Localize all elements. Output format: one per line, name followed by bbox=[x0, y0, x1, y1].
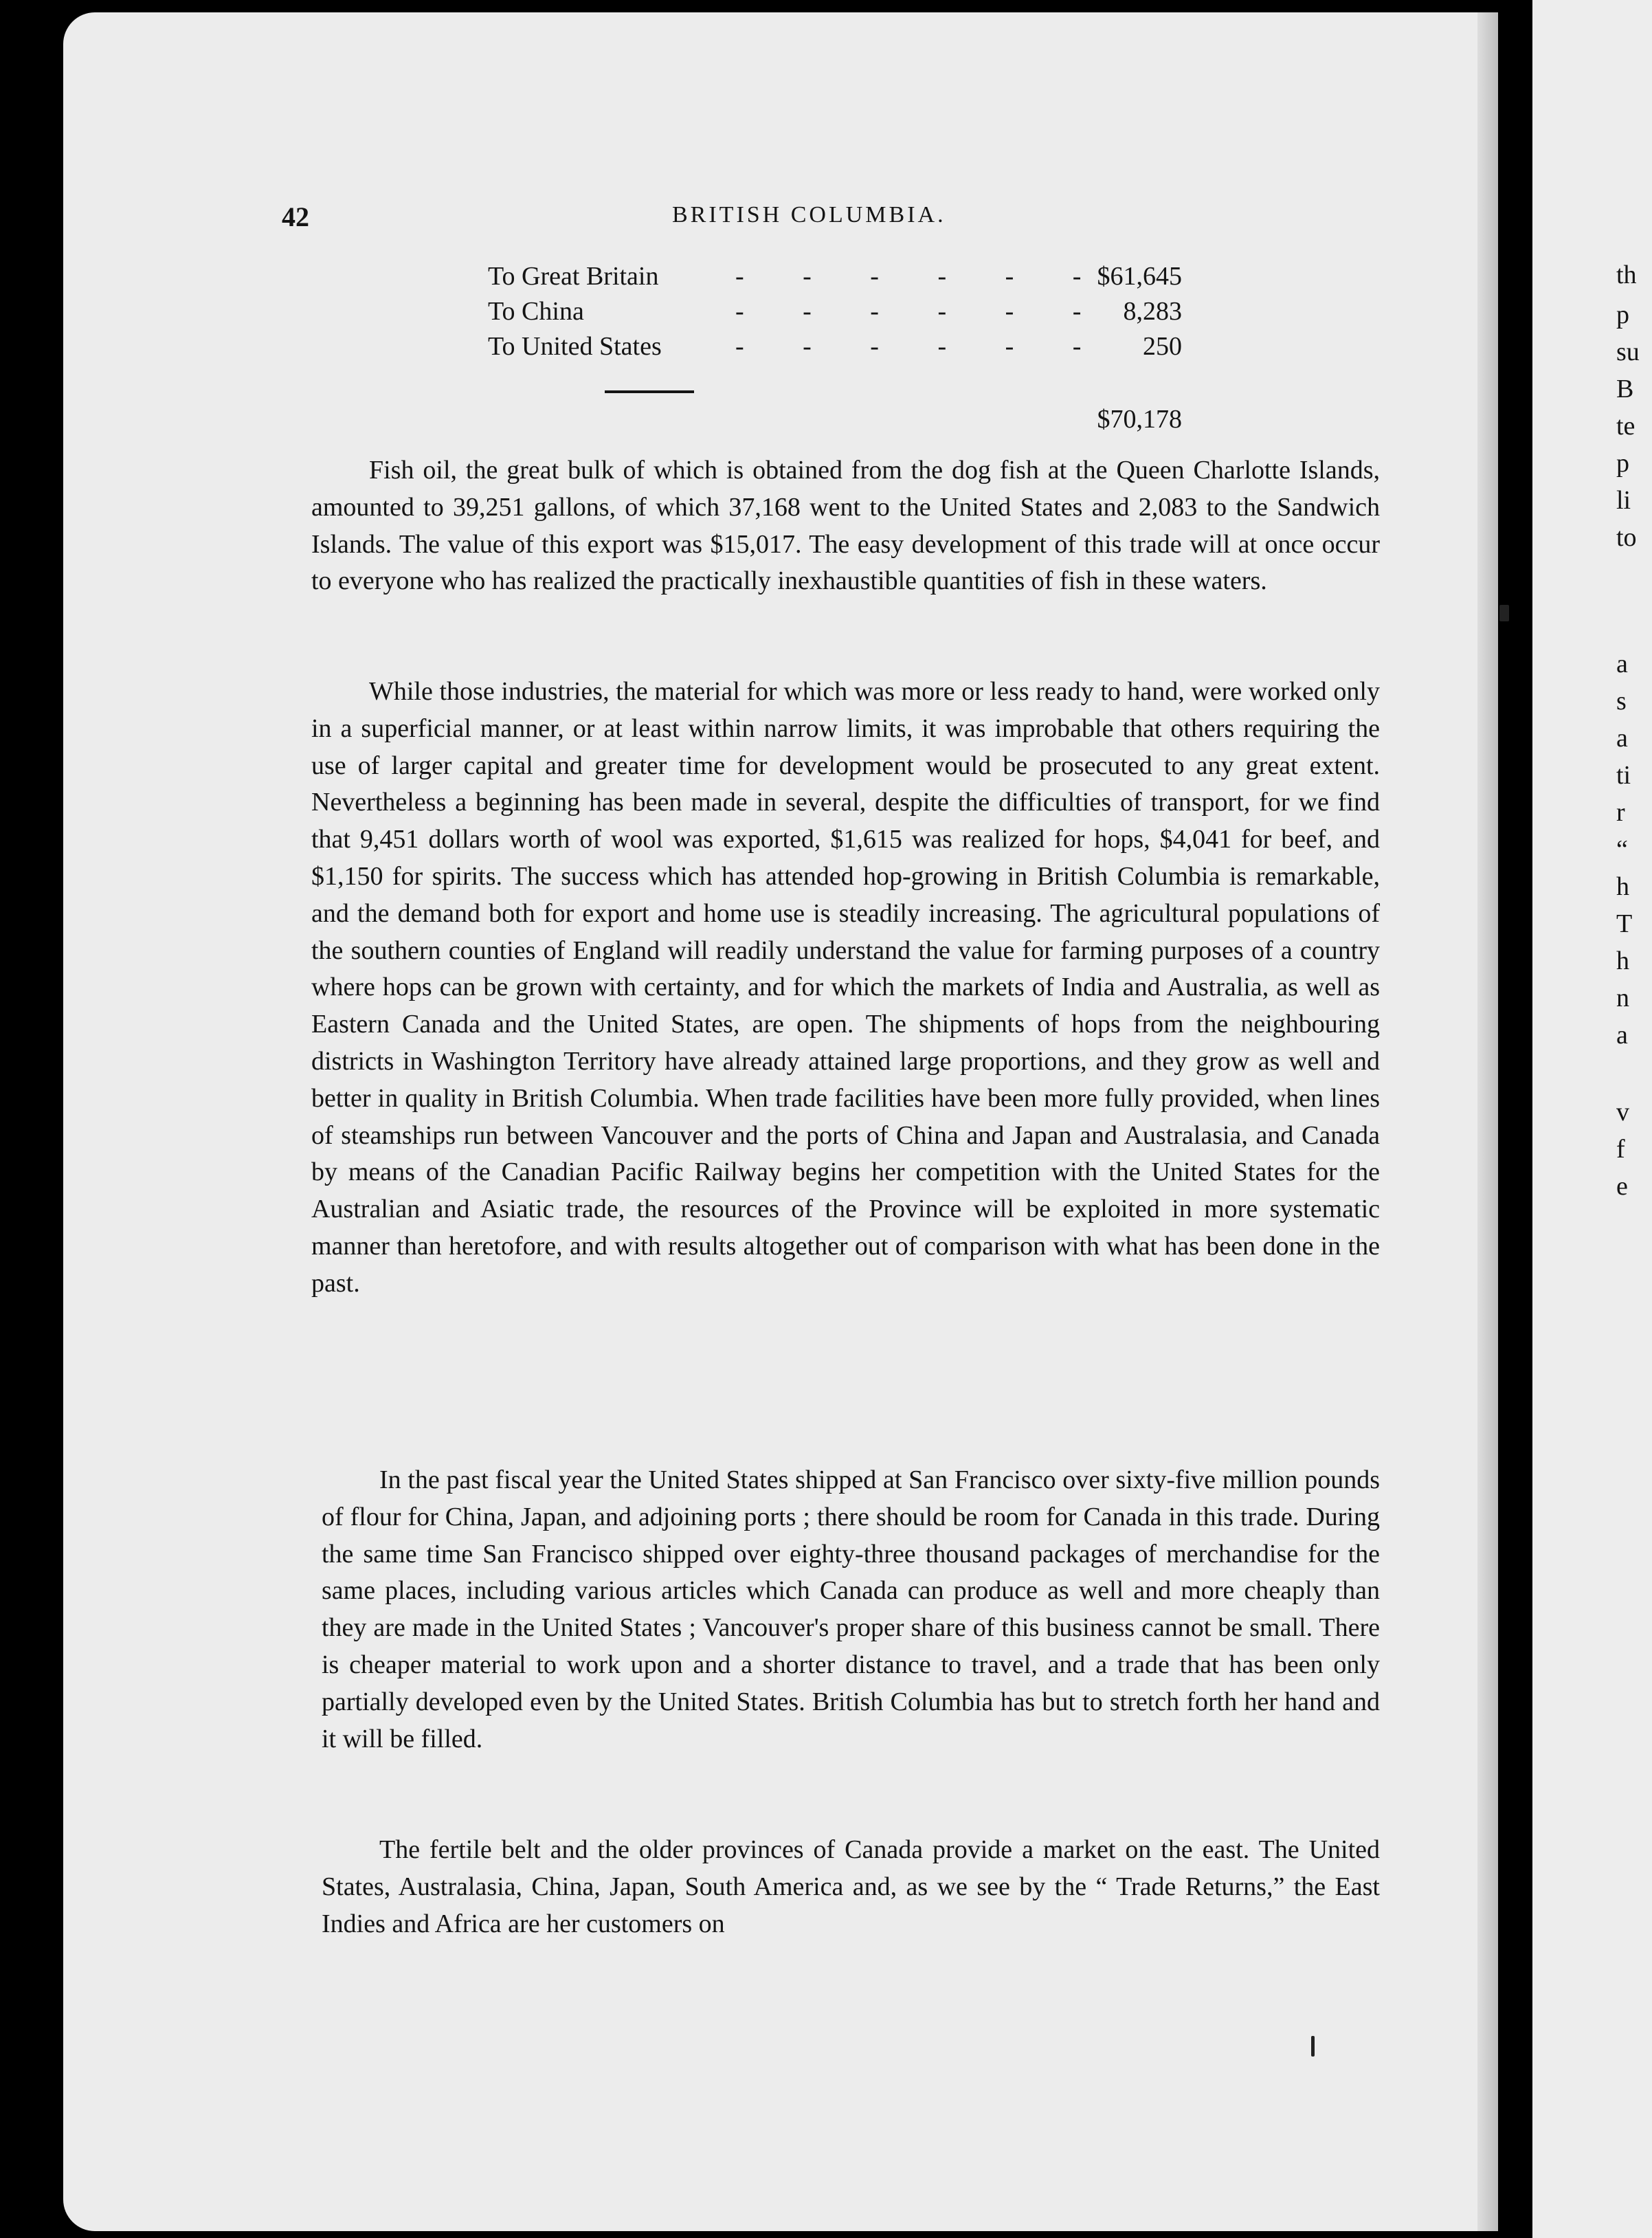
export-total: $70,178 bbox=[1097, 405, 1182, 434]
adjacent-fragment: B bbox=[1616, 375, 1634, 403]
dot-leader: - - - - - - bbox=[735, 262, 1108, 291]
adjacent-fragment: li bbox=[1616, 486, 1631, 515]
export-amount: 8,283 bbox=[1123, 297, 1182, 326]
adjacent-fragment: e bbox=[1616, 1172, 1628, 1201]
dot-leader: - - - - - - bbox=[735, 332, 1108, 361]
adjacent-fragment: “ bbox=[1616, 835, 1628, 864]
adjacent-fragment: r bbox=[1616, 798, 1625, 827]
scan-artifact bbox=[1499, 605, 1509, 621]
adjacent-fragment: p bbox=[1616, 300, 1629, 329]
adjacent-page-text bbox=[1616, 0, 1652, 2238]
paragraph-industries: While those industries, the material for which was more or less ready to hand, were worked only in a superficial manner, or at least within narrow limits, it was improbable that others requiring the use of larger capital and greater time for development would be prosecuted to any great extent. Nevertheless a beginning has been made in several, despite the difficulties of transport, for we find that 9,451 dollars worth of wool was exported, $1,615 was realized for hops, $4,041 for beef, and $1,150 for spirits. The success which has attended hop-growing in British Columbia is remarkable, and the demand both for export and home use is steadily increasing. The agricultural populations of the southern counties of England will readily understand the value for farming purposes of a country where hops can be grown with certainty, and for which the markets of India and Australia, as well as Eastern Canada and the United States, are open. The shipments of hops from the neighbouring districts in Washington Territory have already attained large proportions, and they grow as well and better in quality in British Columbia. When trade facilities have been more fully provided, when lines of steamships run between Vancouver and the ports of China and Japan and Australasia, and Canada by means of the Canadian Pacific Railway begins her competition with the United States for the Australian and Asiatic trade, the resources of the Province will be exploited in more systematic manner than heretofore, and with results altogether out of comparison with what has been done in the past. bbox=[311, 677, 1380, 1298]
adjacent-fragment: v bbox=[1616, 1098, 1629, 1127]
page-number: 42 bbox=[282, 201, 309, 232]
dot-leader: - - - - - - bbox=[735, 297, 1108, 326]
export-row bbox=[488, 331, 1182, 366]
adjacent-fragment: to bbox=[1616, 523, 1637, 552]
adjacent-fragment: s bbox=[1616, 687, 1627, 716]
adjacent-fragment: f bbox=[1616, 1135, 1625, 1164]
adjacent-fragment: a bbox=[1616, 1021, 1628, 1050]
sum-rule bbox=[605, 390, 694, 393]
paragraph-san-francisco: In the past fiscal year the United States shipped at San Francisco over sixty-five million pounds of flour for China, Japan, and adjoining ports ; there should be room for Canada in this trade. During the same time San Francisco shipped over eighty-three thousand packages of merchandise for the same places, including various articles which Canada can produce as well and more cheaply than they are made in the United States ; Vancouver's proper share of this business cannot be small. There is cheaper material to work upon and a shorter distance to travel, and a trade that has been only partially developed even by the United States. British Columbia has but to stretch forth her hand and it will be filled. bbox=[322, 1465, 1380, 1753]
adjacent-fragment: T bbox=[1616, 909, 1633, 938]
export-destination: To Great Britain bbox=[488, 262, 659, 291]
export-table bbox=[488, 261, 1182, 434]
running-title: BRITISH COLUMBIA. bbox=[672, 202, 946, 228]
running-head bbox=[282, 201, 1380, 242]
adjacent-fragment: te bbox=[1616, 412, 1636, 441]
export-amount: 250 bbox=[1143, 332, 1182, 361]
adjacent-fragment: a bbox=[1616, 724, 1628, 753]
page-edge-shadow bbox=[1477, 12, 1498, 2231]
book-gutter bbox=[1498, 0, 1532, 2238]
adjacent-fragment: a bbox=[1616, 650, 1628, 678]
adjacent-fragment: h bbox=[1616, 946, 1629, 975]
export-destination: To United States bbox=[488, 332, 662, 361]
adjacent-fragment: n bbox=[1616, 984, 1629, 1012]
paragraph-markets: The fertile belt and the older provinces of Canada provide a market on the east. The United States, Australasia, China, Japan, South America and, as we see by the “ Trade Returns,” the East Indies and Africa are her customers on bbox=[322, 1835, 1380, 1938]
paragraph-fish-oil: Fish oil, the great bulk of which is obtained from the dog fish at the Queen Charlotte Islands, amounted to 39,251 gallons, of which 37,168 went to the United States and 2,083 to the Sandwich Islands. The value of this export was $15,017. The easy development of this trade will at once occur to everyone who has realized the practically inexhaustible quantities of fish in these waters. bbox=[311, 456, 1380, 596]
export-destination: To China bbox=[488, 297, 584, 326]
scan-artifact bbox=[1311, 2036, 1315, 2057]
adjacent-fragment: h bbox=[1616, 872, 1629, 901]
export-row bbox=[488, 296, 1182, 331]
adjacent-fragment: th bbox=[1616, 261, 1637, 289]
adjacent-fragment: su bbox=[1616, 337, 1640, 366]
export-row bbox=[488, 261, 1182, 296]
adjacent-fragment: p bbox=[1616, 449, 1629, 478]
adjacent-fragment: ti bbox=[1616, 761, 1631, 790]
export-amount: $61,645 bbox=[1097, 262, 1182, 291]
